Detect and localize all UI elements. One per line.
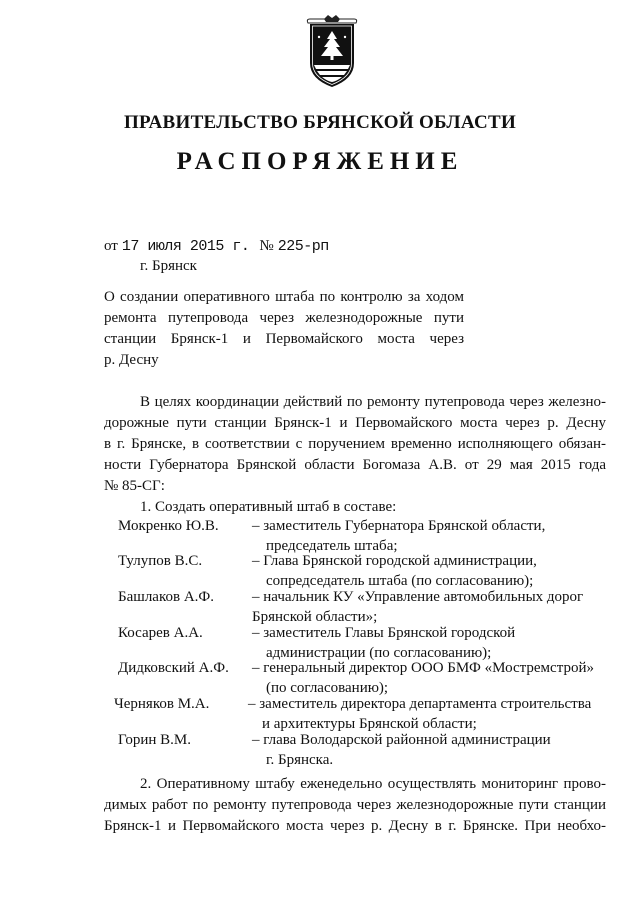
paragraph-line: 2. Оперативному штабу еженедельно осуществлять мониторинг прово- xyxy=(140,776,606,792)
point-2-paragraph xyxy=(104,774,606,837)
subject-line: р. Десну xyxy=(104,352,159,368)
member-name: Горин В.М. xyxy=(118,732,192,748)
member-name: Косарев А.А. xyxy=(118,625,203,641)
member-role: – генеральный директор ООО БМФ «Мостремстрой» (по согласованию); xyxy=(252,660,594,696)
member-role: – заместитель Губернатора Брянской области, председатель штаба; xyxy=(252,518,546,554)
subject-line: О создании оперативного штаба по контролю за ходом xyxy=(104,289,464,305)
member-role: – заместитель Главы Брянской городской администрации (по согласованию); xyxy=(252,625,516,661)
member-role: – Глава Брянской городской администрации, сопредседатель штаба (по согласованию); xyxy=(252,553,537,589)
dateline xyxy=(104,237,329,255)
dateline-number: 225-рп xyxy=(277,238,329,255)
member-role: – начальник КУ «Управление автомобильных дорог Брянской области»; xyxy=(252,589,584,625)
paragraph-line: В целях координации действий по ремонту путепровода через железно- xyxy=(140,394,606,410)
document-type-title: РАСПОРЯЖЕНИЕ xyxy=(176,148,464,175)
subject-line: станции Брянск-1 и Первомайского моста через xyxy=(104,331,464,347)
member-name: Тулупов В.С. xyxy=(118,553,203,569)
paragraph-line: ности Губернатора Брянской области Богомаза А.В. от 29 мая 2015 года xyxy=(104,457,606,473)
dateline-number-sign: № xyxy=(259,238,274,254)
preamble-paragraph xyxy=(104,392,606,518)
paragraph-line: Брянск-1 и Первомайского моста через р. Десну в г. Брянске. При необхо- xyxy=(104,818,606,834)
member-name: Башлаков А.Ф. xyxy=(118,589,215,605)
paragraph-line: № 85-СГ: xyxy=(104,478,165,494)
coat-of-arms-icon xyxy=(302,13,362,91)
member-role: – заместитель директора департамента строительства и архитектуры Брянской области; xyxy=(248,696,592,732)
paragraph-line: димых работ по ремонту путепровода через железнодорожные пути станции xyxy=(104,797,606,813)
paragraph-line: дорожные пути станции Брянск-1 и Первомайского моста через р. Десну xyxy=(104,415,606,431)
document-subject xyxy=(104,287,464,371)
paragraph-line: в г. Брянске, в соответствии с поручением временно исполняющего обязан- xyxy=(104,436,606,452)
member-name: Черняков М.А. xyxy=(114,696,210,712)
point-1-heading: 1. Создать оперативный штаб в составе: xyxy=(140,499,397,515)
member-name: Мокренко Ю.В. xyxy=(118,518,219,534)
member-role: – глава Володарской районной администрации г. Брянска. xyxy=(252,732,551,768)
dateline-date: 17 июля 2015 г. xyxy=(121,238,250,255)
member-name: Дидковский А.Ф. xyxy=(118,660,229,676)
subject-line: ремонта путепровода через железнодорожные пути xyxy=(104,310,464,326)
government-title: ПРАВИТЕЛЬСТВО БРЯНСКОЙ ОБЛАСТИ xyxy=(123,112,517,133)
dateline-city: г. Брянск xyxy=(140,258,197,274)
dateline-from: от xyxy=(104,238,118,254)
